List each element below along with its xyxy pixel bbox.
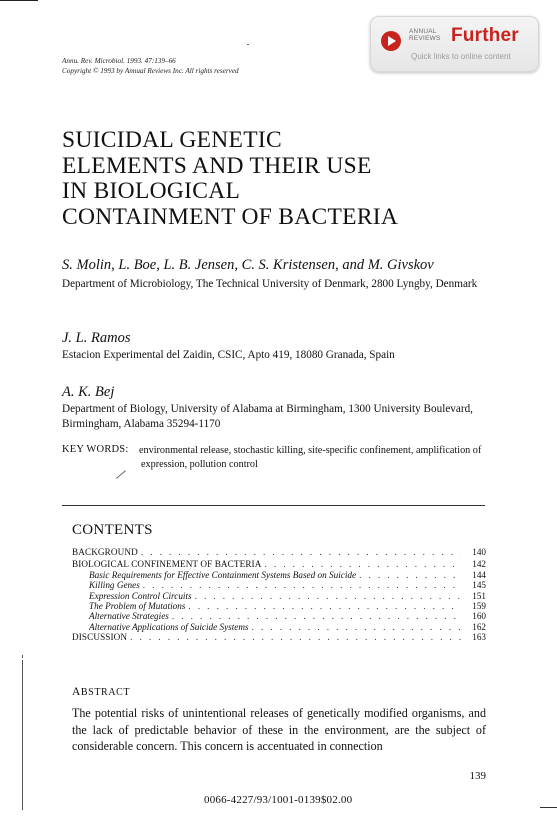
further-link[interactable]: Further bbox=[451, 25, 519, 46]
toc-leader-dots bbox=[264, 559, 461, 569]
toc-entry-label: The Problem of Mutations bbox=[89, 601, 186, 612]
toc-entry-label: Basic Requirements for Effective Containment Systems Based on Suicide bbox=[89, 569, 357, 580]
author-affiliation-1: Department of Microbiology, The Technical University of Denmark, 2800 Lyngby, Denmark bbox=[62, 278, 478, 290]
toc-leader-dots bbox=[130, 632, 461, 642]
abstract-heading-rest: BSTRACT bbox=[80, 687, 131, 698]
toc-entry[interactable] bbox=[72, 570, 486, 580]
toc-entry-label: Killing Genes bbox=[89, 580, 140, 591]
toc-entry-page: 144 bbox=[472, 569, 486, 580]
further-banner[interactable] bbox=[370, 16, 539, 72]
annual-reviews-logo-icon bbox=[381, 31, 401, 51]
toc-leader-dots bbox=[195, 591, 461, 601]
toc-leader-dots bbox=[252, 622, 461, 632]
toc-entry-page: 151 bbox=[472, 590, 486, 601]
citation-line-1: Annu. Rev. Microbiol. 1993. 47:139–66 bbox=[62, 57, 176, 65]
annual-reviews-wordmark: ANNUAL REVIEWS bbox=[409, 28, 441, 42]
scan-speck bbox=[247, 44, 249, 45]
further-subtitle: Quick links to online content bbox=[411, 52, 511, 61]
article-title bbox=[62, 128, 398, 230]
toc-entry[interactable] bbox=[72, 547, 486, 557]
toc-entry-label: Alternative Strategies bbox=[89, 611, 169, 622]
keywords-label: KEY WORDS: bbox=[62, 444, 129, 455]
contents-heading: CONTENTS bbox=[72, 522, 153, 538]
keywords-text: environmental release, stochastic killing, site-specific confinement, amplification of expression, pollution control bbox=[139, 445, 482, 470]
toc-entry[interactable] bbox=[72, 632, 486, 642]
toc-entry-page: 140 bbox=[472, 547, 486, 557]
author-names-1: S. Molin, L. Boe, L. B. Jensen, C. S. Kristensen, and M. Givskov bbox=[62, 257, 434, 273]
toc-entry-page: 162 bbox=[472, 621, 486, 632]
title-line: ELEMENTS AND THEIR USE bbox=[62, 152, 372, 179]
toc-entry-label: Expression Control Circuits bbox=[89, 590, 192, 601]
author-affiliation-2: Estacion Experimental del Zaidin, CSIC, Apto 419, 18080 Granada, Spain bbox=[62, 349, 395, 361]
toc-leader-dots bbox=[141, 547, 461, 557]
author-names-2: J. L. Ramos bbox=[62, 330, 131, 346]
scan-edge-mark bbox=[540, 807, 557, 808]
abstract-heading-initial: A bbox=[72, 686, 81, 698]
toc-entry-page: 160 bbox=[472, 611, 486, 622]
title-line: SUICIDAL GENETIC bbox=[62, 127, 282, 153]
toc-entry-label: BACKGROUND bbox=[72, 547, 138, 557]
toc-entry[interactable] bbox=[72, 580, 486, 590]
toc-leader-dots bbox=[188, 601, 461, 611]
toc-entry[interactable] bbox=[72, 611, 486, 621]
binding-line bbox=[22, 660, 23, 810]
abstract-heading bbox=[72, 686, 130, 698]
citation-line-2: Copyright © 1993 by Annual Reviews Inc. All rights reserved bbox=[62, 67, 239, 75]
toc-leader-dots bbox=[172, 611, 461, 621]
toc-entry[interactable] bbox=[72, 622, 486, 632]
toc-entry-label: Alternative Applications of Suicide Systems bbox=[89, 621, 249, 632]
toc-entry-page: 145 bbox=[472, 580, 486, 591]
title-line: IN BIOLOGICAL bbox=[62, 178, 241, 204]
abstract-text: The potential risks of unintentional releases of genetically modified organisms, and the lack of predictable behavior of these in the environment, are the subject of considerable concern. This concern is accentuated in connection bbox=[72, 706, 486, 754]
binding-mark bbox=[22, 655, 23, 658]
toc-entry-page: 163 bbox=[472, 632, 486, 643]
journal-citation bbox=[62, 56, 239, 76]
author-affiliation-3: Department of Biology, University of Alabama at Birmingham, 1300 University Boulevard, Birmingham, Alabama 35294-1170 bbox=[62, 403, 473, 430]
author-names-3: A. K. Bej bbox=[62, 384, 115, 400]
toc-leader-dots bbox=[143, 580, 461, 590]
toc-leader-dots bbox=[359, 570, 461, 580]
toc-entry[interactable] bbox=[72, 601, 486, 611]
pen-mark bbox=[116, 470, 126, 478]
doi-line: 0066-4227/93/1001-0139$02.00 bbox=[204, 794, 353, 806]
table-of-contents bbox=[72, 547, 486, 643]
toc-entry-label: DISCUSSION bbox=[72, 632, 128, 643]
section-rule bbox=[62, 505, 485, 506]
scan-corner-mark bbox=[0, 0, 38, 1]
toc-entry[interactable] bbox=[72, 559, 486, 569]
page-number: 139 bbox=[469, 770, 486, 782]
toc-entry-label: BIOLOGICAL CONFINEMENT OF BACTERIA bbox=[72, 559, 262, 570]
toc-entry-page: 159 bbox=[472, 601, 486, 612]
toc-entry[interactable] bbox=[72, 591, 486, 601]
title-line: CONTAINMENT OF BACTERIA bbox=[62, 203, 399, 230]
toc-entry-page: 142 bbox=[472, 559, 486, 570]
